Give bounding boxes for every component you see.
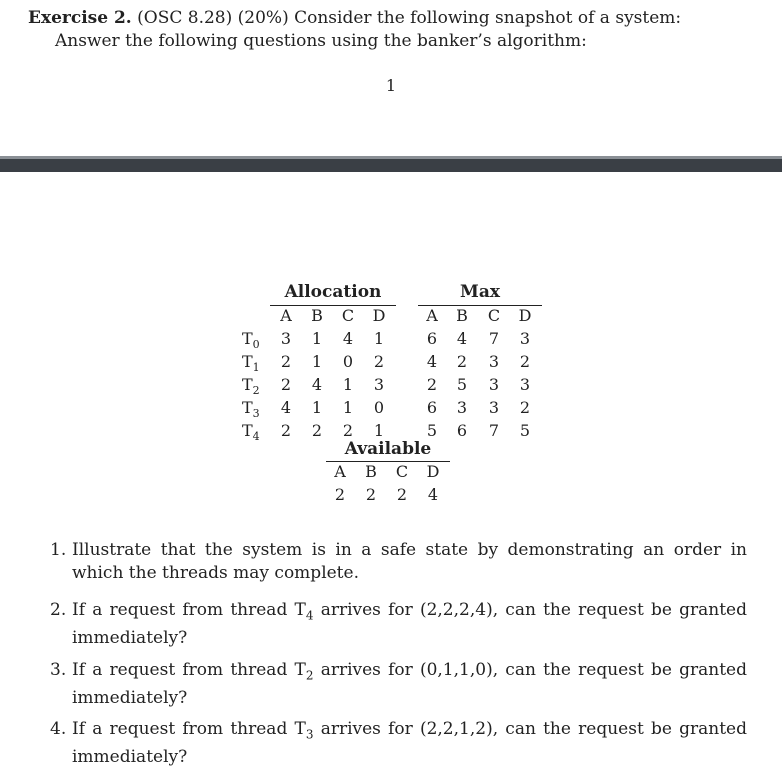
- question-text: If a request from thread $T_3$ arrives for (2,2,1,2), can the request be granted immediately?: [72, 719, 747, 768]
- allocation-cell: 2: [311, 421, 323, 440]
- available-cell: 2: [396, 485, 408, 504]
- max-cell: 6: [426, 329, 438, 348]
- max-col-header: C: [487, 306, 501, 325]
- max-col-header: A: [426, 306, 438, 325]
- question-item: [50, 599, 747, 650]
- max-col-header: B: [456, 306, 468, 325]
- max-cell: 5: [519, 421, 531, 440]
- available-col-header: B: [365, 462, 377, 481]
- exercise-heading: [28, 8, 681, 28]
- max-cell: 2: [456, 352, 468, 371]
- max-cell: 4: [456, 329, 468, 348]
- allocation-cell: 2: [342, 421, 354, 440]
- question-item: [50, 659, 747, 710]
- question-number: 4.: [50, 719, 67, 739]
- available-cell: 4: [427, 485, 439, 504]
- max-cell: 5: [426, 421, 438, 440]
- allocation-cell: 1: [373, 329, 385, 348]
- allocation-cell: 3: [280, 329, 292, 348]
- question-number: 2.: [50, 600, 67, 620]
- available-col-header: C: [395, 462, 409, 481]
- max-title: Max: [460, 282, 500, 302]
- max-cell: 3: [456, 398, 468, 417]
- max-cell: 3: [519, 329, 531, 348]
- page-divider-highlight: [0, 156, 782, 159]
- question-text: If a request from thread $T_2$ arrives for (0,1,1,0), can the request be granted immediately?: [72, 660, 747, 709]
- max-cell: 4: [426, 352, 438, 371]
- alloc-col-header: B: [311, 306, 323, 325]
- allocation-cell: 4: [342, 329, 354, 348]
- allocation-cell: 2: [280, 375, 292, 394]
- allocation-cell: 1: [311, 398, 323, 417]
- allocation-cell: 0: [342, 352, 354, 371]
- allocation-cell: 2: [373, 352, 385, 371]
- exercise-reference: (OSC 8.28) (20%) Consider the following snapshot of a system:: [137, 8, 682, 28]
- thread-label: $T_2$: [242, 375, 260, 398]
- allocation-cell: 1: [311, 329, 323, 348]
- available-cell: 2: [365, 485, 377, 504]
- max-cell: 5: [456, 375, 468, 394]
- allocation-cell: 1: [311, 352, 323, 371]
- allocation-cell: 1: [373, 421, 385, 440]
- allocation-cell: 1: [342, 375, 354, 394]
- max-cell: 3: [488, 375, 500, 394]
- available-col-header: A: [334, 462, 346, 481]
- question-item: [50, 539, 747, 585]
- max-cell: 3: [488, 398, 500, 417]
- available-cell: 2: [334, 485, 346, 504]
- question-text: Illustrate that the system is in a safe state by demonstrating an order in which the threads may complete.: [72, 540, 747, 583]
- allocation-cell: 2: [280, 421, 292, 440]
- exercise-instruction: Answer the following questions using the banker’s algorithm:: [55, 31, 587, 51]
- max-cell: 2: [519, 398, 531, 417]
- allocation-title: Allocation: [284, 282, 382, 302]
- thread-label: $T_4$: [242, 421, 260, 444]
- max-cell: 2: [426, 375, 438, 394]
- allocation-cell: 3: [373, 375, 385, 394]
- available-title: Available: [344, 439, 432, 459]
- thread-label: $T_3$: [242, 398, 260, 421]
- question-number: 1.: [50, 540, 67, 560]
- max-cell: 6: [456, 421, 468, 440]
- thread-label: $T_0$: [242, 329, 260, 352]
- page-number: 1: [385, 76, 397, 95]
- allocation-cell: 1: [342, 398, 354, 417]
- max-col-header: D: [518, 306, 532, 325]
- exercise-label: Exercise 2.: [28, 8, 132, 28]
- available-col-header: D: [426, 462, 440, 481]
- max-cell: 3: [519, 375, 531, 394]
- max-cell: 7: [488, 329, 500, 348]
- allocation-cell: 4: [280, 398, 292, 417]
- allocation-cell: 2: [280, 352, 292, 371]
- question-item: [50, 718, 747, 769]
- allocation-cell: 4: [311, 375, 323, 394]
- allocation-cell: 0: [373, 398, 385, 417]
- alloc-col-header: C: [341, 306, 355, 325]
- thread-label: $T_1$: [242, 352, 260, 375]
- max-cell: 2: [519, 352, 531, 371]
- max-cell: 6: [426, 398, 438, 417]
- question-number: 3.: [50, 660, 67, 680]
- question-text: If a request from thread $T_4$ arrives for (2,2,2,4), can the request be granted immediately?: [72, 600, 747, 649]
- alloc-col-header: A: [280, 306, 292, 325]
- max-cell: 3: [488, 352, 500, 371]
- alloc-col-header: D: [372, 306, 386, 325]
- max-cell: 7: [488, 421, 500, 440]
